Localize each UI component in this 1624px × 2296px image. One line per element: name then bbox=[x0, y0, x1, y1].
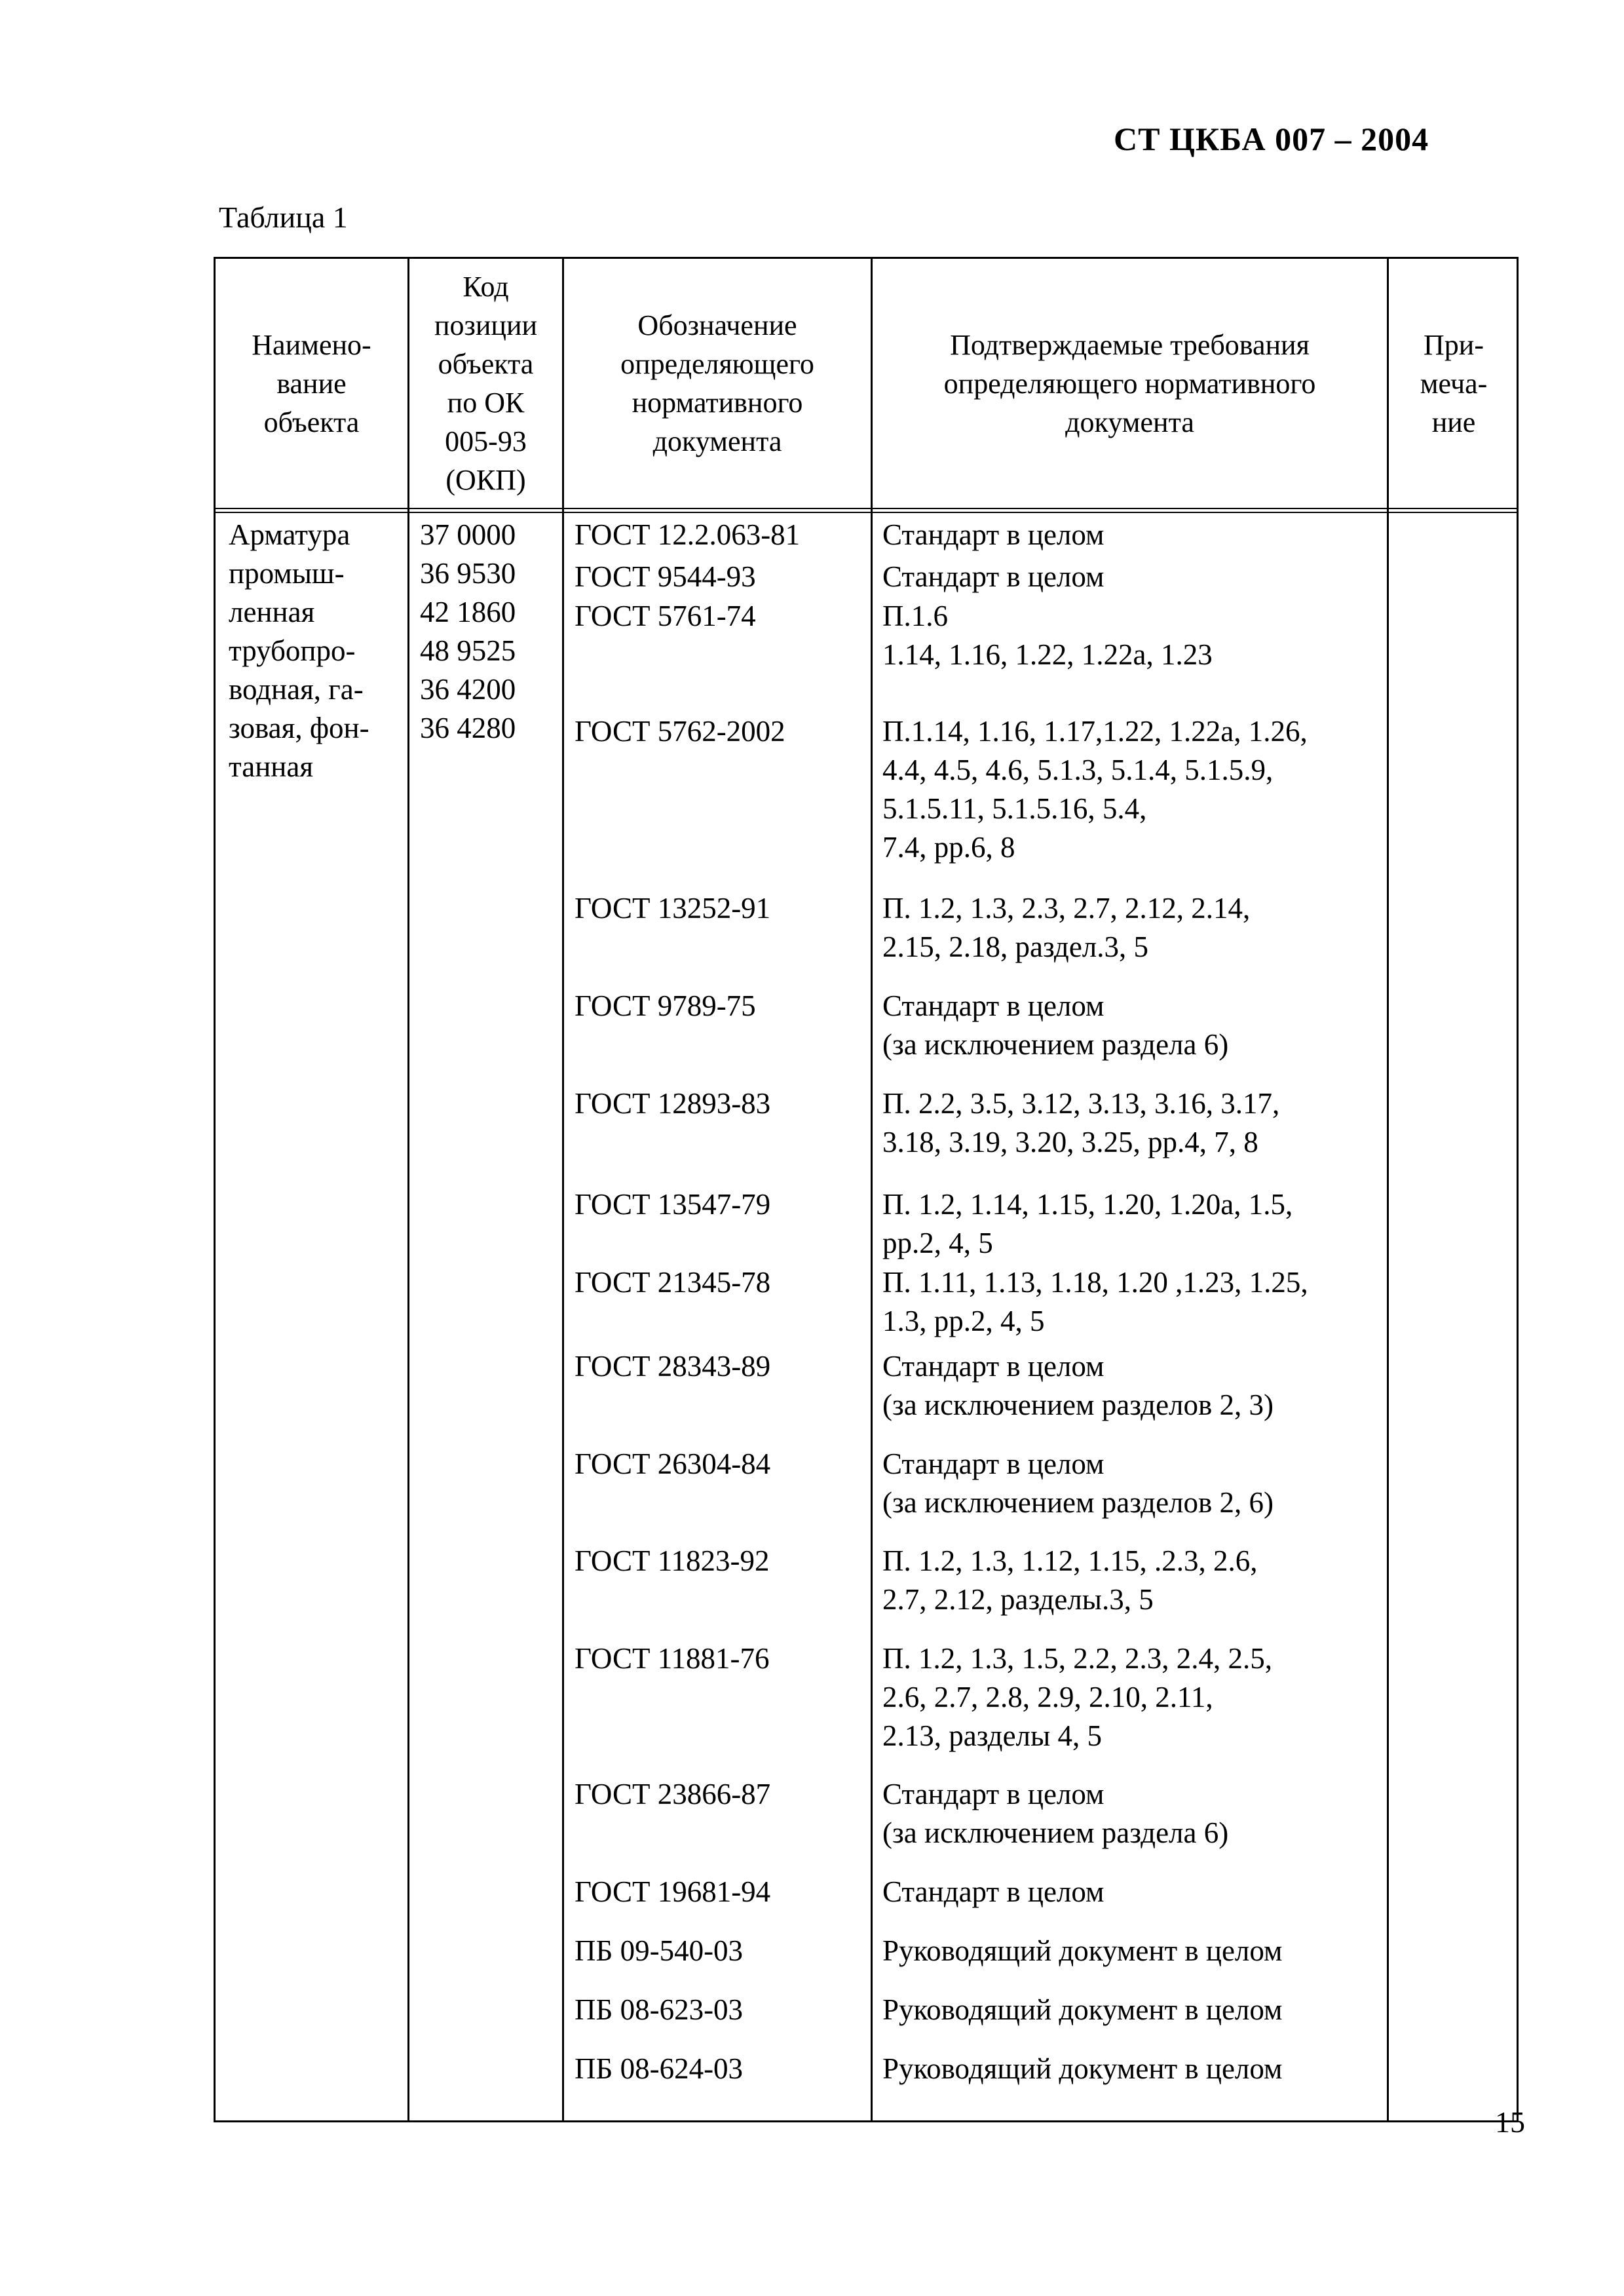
requirements-cell: П. 1.2, 1.3, 1.12, 1.15, .2.3, 2.6, 2.7, 2.12, разделы.3, 5 bbox=[882, 1544, 1258, 1616]
requirements-cell: П. 1.2, 1.14, 1.15, 1.20, 1.20а, 1.5, рр.2, 4, 5 bbox=[882, 1188, 1293, 1259]
requirements-cell: П. 2.2, 3.5, 3.12, 3.13, 3.16, 3.17, 3.18, 3.19, 3.20, 3.25, рр.4, 7, 8 bbox=[882, 1087, 1280, 1158]
column-header-okp-code: Код позиции объекта по ОК 005-93 (ОКП) bbox=[434, 271, 538, 496]
object-name-cell: Арматура промыш- ленная трубопро- водная, га- зовая, фон- танная bbox=[229, 518, 369, 783]
requirements-cell: Стандарт в целом (за исключением раздела 6) bbox=[882, 989, 1229, 1061]
document-code: СТ ЦКБА 007 – 2004 bbox=[1114, 121, 1429, 157]
requirements-cell: Руководящий документ в целом bbox=[882, 2052, 1283, 2085]
standard-cell: ПБ 09-540-03 bbox=[575, 1934, 744, 1967]
requirements-cell: Стандарт в целом (за исключением разделов 2, 6) bbox=[882, 1447, 1274, 1519]
requirements-cell: Стандарт в целом bbox=[882, 560, 1105, 593]
standard-cell: ГОСТ 13252-91 bbox=[575, 892, 771, 925]
requirements-cell: Руководящий документ в целом bbox=[882, 1934, 1283, 1967]
standard-cell: ГОСТ 11881-76 bbox=[575, 1642, 770, 1675]
standard-cell: ГОСТ 9789-75 bbox=[575, 989, 756, 1022]
requirements-cell: П.1.14, 1.16, 1.17,1.22, 1.22а, 1.26, 4.4, 4.5, 4.6, 5.1.3, 5.1.4, 5.1.5.9, 5.1.5.11, 5.1.5.16, 5.4, 7.4, рр.6, 8 bbox=[882, 715, 1308, 864]
column-divider bbox=[1387, 259, 1389, 2120]
standard-cell: ГОСТ 12893-83 bbox=[575, 1087, 771, 1120]
standard-cell: ГОСТ 5761-74 bbox=[575, 600, 756, 632]
page-number: 15 bbox=[1495, 2105, 1525, 2139]
requirements-cell: П.1.6 1.14, 1.16, 1.22, 1.22а, 1.23 bbox=[882, 600, 1213, 671]
standard-cell: ПБ 08-623-03 bbox=[575, 1993, 744, 2026]
standard-cell: ПБ 08-624-03 bbox=[575, 2052, 744, 2085]
header-separator bbox=[216, 508, 1517, 513]
requirements-cell: Стандарт в целом (за исключением разделов 2, 3) bbox=[882, 1350, 1274, 1421]
requirements-cell: П. 1.2, 1.3, 2.3, 2.7, 2.12, 2.14, 2.15, 2.18, раздел.3, 5 bbox=[882, 892, 1251, 963]
requirements-cell: Стандарт в целом bbox=[882, 518, 1105, 551]
standard-cell: ГОСТ 13547-79 bbox=[575, 1188, 771, 1221]
standard-cell: ГОСТ 9544-93 bbox=[575, 560, 756, 593]
requirements-cell: Стандарт в целом bbox=[882, 1875, 1105, 1908]
column-divider bbox=[407, 259, 409, 2120]
standard-cell: ГОСТ 23866-87 bbox=[575, 1778, 771, 1810]
requirements-cell: Руководящий документ в целом bbox=[882, 1993, 1283, 2026]
column-divider bbox=[871, 259, 873, 2120]
standard-cell: ГОСТ 12.2.063-81 bbox=[575, 518, 801, 551]
column-header-note: При- меча- ние bbox=[1420, 328, 1488, 438]
requirements-cell: П. 1.11, 1.13, 1.18, 1.20 ,1.23, 1.25, 1.3, рр.2, 4, 5 bbox=[882, 1266, 1308, 1337]
object-code-cell: 37 0000 36 9530 42 1860 48 9525 36 4200 36 4280 bbox=[420, 518, 516, 744]
requirements-table bbox=[214, 257, 1519, 2122]
standard-cell: ГОСТ 21345-78 bbox=[575, 1266, 771, 1299]
column-header-object-name: Наимено- вание объекта bbox=[252, 328, 371, 438]
requirements-cell: Стандарт в целом (за исключением раздела 6) bbox=[882, 1778, 1229, 1849]
column-header-requirements: Подтверждаемые требования определяющего нормативного документа bbox=[943, 328, 1316, 438]
standard-cell: ГОСТ 19681-94 bbox=[575, 1875, 771, 1908]
requirements-cell: П. 1.2, 1.3, 1.5, 2.2, 2.3, 2.4, 2.5, 2.6, 2.7, 2.8, 2.9, 2.10, 2.11, 2.13, разделы 4, 5 bbox=[882, 1642, 1272, 1752]
table-caption: Таблица 1 bbox=[219, 201, 348, 234]
standard-cell: ГОСТ 28343-89 bbox=[575, 1350, 771, 1383]
column-divider bbox=[562, 259, 564, 2120]
standard-cell: ГОСТ 26304-84 bbox=[575, 1447, 771, 1480]
column-header-standard: Обозначение определяющего нормативного документа bbox=[620, 309, 814, 457]
standard-cell: ГОСТ 11823-92 bbox=[575, 1544, 770, 1577]
standard-cell: ГОСТ 5762-2002 bbox=[575, 715, 785, 748]
